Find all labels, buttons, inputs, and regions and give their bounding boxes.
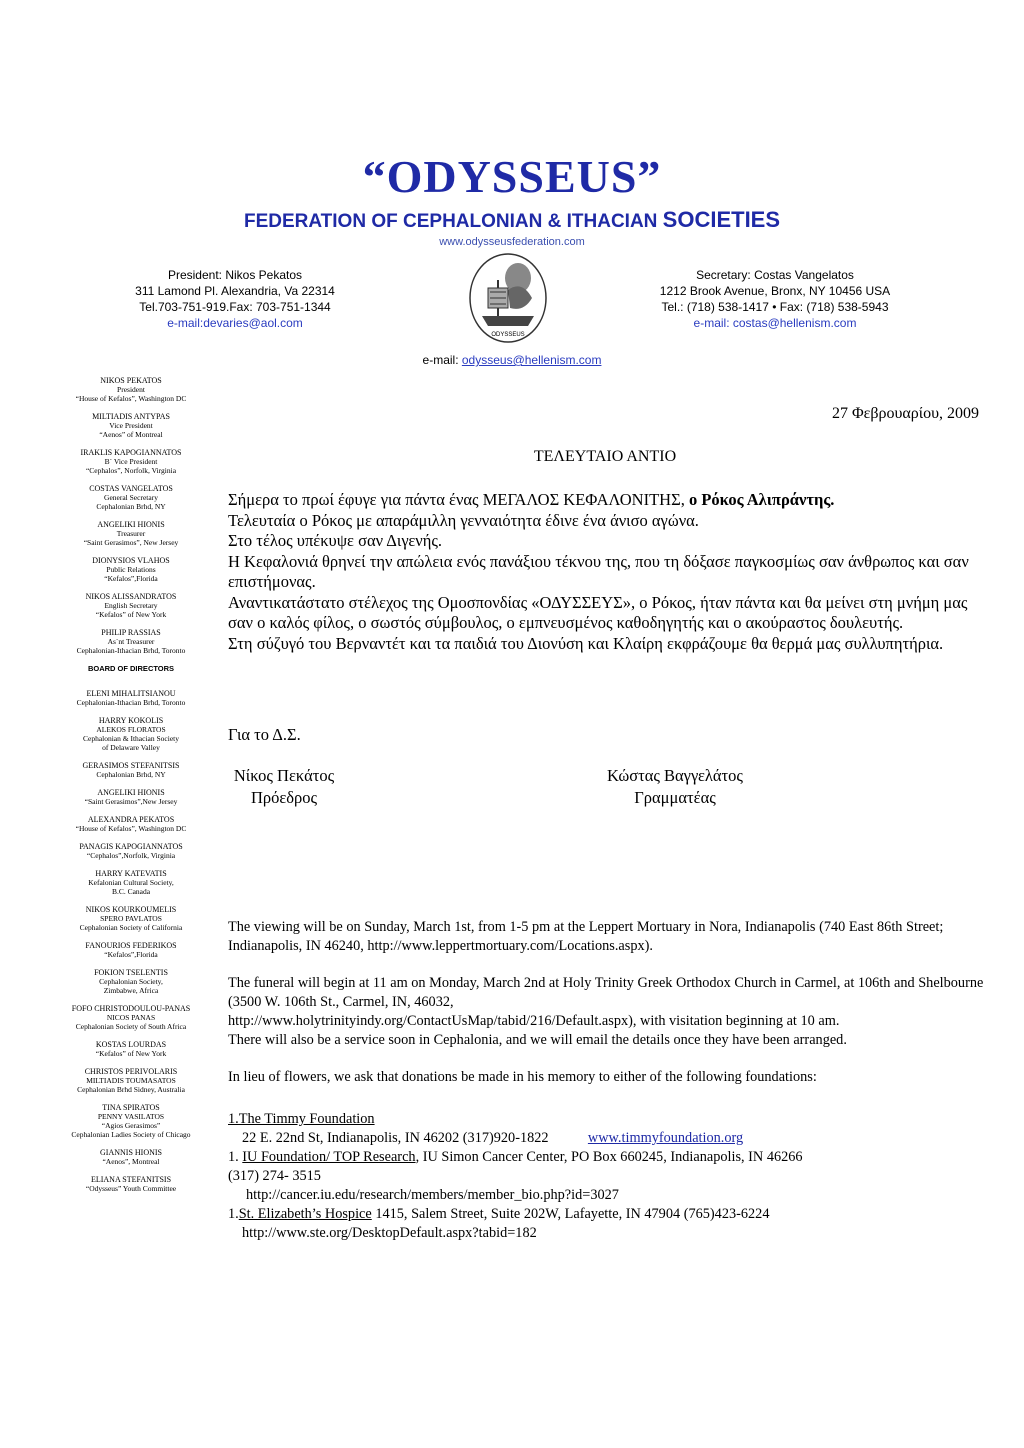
member-detail: “Cephalos”, Norfolk, Virginia bbox=[85, 466, 177, 475]
president-phone: Tel.703-751-919.Fax: 703-751-1344 bbox=[139, 300, 331, 314]
member-name: ALEXANDRA PEKATOS bbox=[87, 815, 175, 824]
member-name: NIKOS PEKATOS bbox=[100, 376, 162, 385]
federation-email bbox=[0, 353, 1024, 367]
paragraph-1 bbox=[228, 490, 988, 511]
sidebar-member bbox=[50, 412, 212, 439]
f3-link[interactable]: http://www.ste.org/DesktopDefault.aspx?tabid=182 bbox=[242, 1225, 537, 1241]
member-detail: Cephalonian & Ithacian Society bbox=[82, 734, 179, 743]
president-contact bbox=[105, 267, 365, 331]
sidebar-member bbox=[50, 592, 212, 619]
funeral-info: The funeral will begin at 11 am on Monday, March 2nd at Holy Trinity Greek Orthodox Church in Carmel, at 106th and Shelbourne (3500 W. 106th St., Carmel, IN, 46032, bbox=[228, 975, 984, 1010]
sig-right-title: Γραμματέας bbox=[634, 788, 716, 807]
president-address: 311 Lamond Pl. Alexandria, Va 22314 bbox=[135, 284, 335, 298]
f3-name[interactable]: St. Elizabeth’s Hospice bbox=[238, 1206, 372, 1222]
member-detail: As`nt Treasurer bbox=[107, 637, 155, 646]
letter-greeting: Για το Δ.Σ. bbox=[228, 725, 301, 744]
sig-left-name: Νίκος Πεκάτος bbox=[233, 766, 335, 785]
f1-name[interactable]: 1.The Timmy Foundation bbox=[228, 1111, 375, 1127]
member-name: FOKION TSELENTIS bbox=[94, 968, 168, 977]
member-detail: Cephalonian Society, bbox=[99, 977, 163, 986]
funeral-link: http://www.holytrinityindy.org/ContactUsMap/tabid/216/Default.aspx), with visitation beginning at 10 am. bbox=[228, 1013, 840, 1029]
letter-heading: ΤΕΛΕΥΤΑΙΟ ΑΝΤΙΟ bbox=[533, 448, 677, 465]
member-detail: “Cephalos”,Norfolk, Virginia bbox=[86, 851, 176, 860]
member-name: DIONYSIOS VLAHOS bbox=[92, 556, 170, 565]
odysseus-logo-icon bbox=[452, 250, 564, 346]
member-name: IRAKLIS KAPOGIANNATOS bbox=[80, 448, 182, 457]
member-name: GIANNIS HIONIS bbox=[100, 1148, 162, 1157]
federation-title: “ODYSSEUS” bbox=[362, 151, 662, 202]
member-detail: “Kefalos” of New York bbox=[95, 1049, 167, 1058]
member-detail: “Odysseus” Youth Committee bbox=[85, 1184, 177, 1193]
sidebar-member bbox=[50, 815, 212, 833]
sidebar-member bbox=[50, 761, 212, 779]
member-detail: NICOS PANAS bbox=[106, 1013, 156, 1022]
letter-date: 27 Φεβρουαρίου, 2009 bbox=[831, 405, 979, 422]
member-detail: “Agios Gerasimos” bbox=[101, 1121, 161, 1130]
paragraph-3: Στο τέλος υπέκυψε σαν Διγενής. bbox=[228, 531, 443, 550]
member-detail: MILTIADIS TOUMASATOS bbox=[86, 1076, 176, 1085]
sidebar-member bbox=[50, 689, 212, 707]
member-detail: SPERO PAVLATOS bbox=[100, 914, 162, 923]
member-detail: “Kefalos”,Florida bbox=[104, 950, 158, 959]
f1-addr: 22 E. 22nd St, Indianapolis, IN 46202 (317)920-1822 bbox=[242, 1130, 549, 1146]
member-detail: “Aenos” of Montreal bbox=[99, 430, 163, 439]
funeral-end: There will also be a service soon in Cephalonia, and we will email the details once they have been arranged. bbox=[228, 1032, 847, 1048]
member-name: HARRY KOKOLIS bbox=[98, 716, 164, 725]
federation-subtitle bbox=[0, 207, 1024, 233]
member-detail: Cephalonian Society of California bbox=[79, 923, 183, 932]
member-detail: English Secretary bbox=[104, 601, 158, 610]
email-link[interactable]: odysseus@hellenism.com bbox=[461, 353, 602, 367]
sidebar-member bbox=[50, 1103, 212, 1139]
member-detail: B` Vice President bbox=[104, 457, 158, 466]
sidebar-member bbox=[50, 968, 212, 995]
sidebar-member bbox=[50, 1148, 212, 1166]
member-name: PANAGIS KAPOGIANNATOS bbox=[79, 842, 183, 851]
member-name: ANGELIKI HIONIS bbox=[97, 788, 165, 797]
donations-info: In lieu of flowers, we ask that donations be made in his memory to either of the following foundations: bbox=[228, 1069, 817, 1085]
member-detail: Cephalonian Brhd, NY bbox=[96, 502, 166, 511]
paragraph-2: Τελευταία ο Ρόκος με απαράμιλλη γενναιότητα έδινε ένα άνισο αγώνα. bbox=[228, 510, 699, 530]
member-detail: “Kefalos” of New York bbox=[95, 610, 167, 619]
f2-addr: , IU Simon Cancer Center, PO Box 660245, Indianapolis, IN 46266 bbox=[415, 1149, 803, 1165]
member-detail: “Saint Gerasimos”,New Jersey bbox=[84, 797, 178, 806]
sidebar-member bbox=[50, 1175, 212, 1193]
secretary-phone: Tel.: (718) 538-1417 • Fax: (718) 538-5943 bbox=[661, 300, 889, 314]
f2-phone: (317) 274- 3515 bbox=[228, 1168, 321, 1184]
member-detail: Treasurer bbox=[116, 529, 146, 538]
sidebar-member bbox=[50, 1004, 212, 1031]
member-detail: Cephalonian Society of South Africa bbox=[75, 1022, 187, 1031]
sidebar-member bbox=[50, 905, 212, 932]
sidebar-members bbox=[50, 376, 212, 1202]
member-detail: B.C. Canada bbox=[111, 887, 151, 896]
p1-bold: ο Ρόκος Αλιπράντης. bbox=[688, 490, 835, 509]
sidebar-member bbox=[50, 869, 212, 896]
foundation-2 bbox=[228, 1148, 998, 1205]
sidebar-member bbox=[50, 1067, 212, 1094]
member-detail: Cephalonian Brhd, NY bbox=[96, 770, 166, 779]
member-name: NIKOS ALISSANDRATOS bbox=[85, 592, 177, 601]
signature-president bbox=[228, 765, 340, 809]
sidebar-member bbox=[50, 716, 212, 752]
member-detail: Public Relations bbox=[106, 565, 156, 574]
sidebar-member bbox=[50, 941, 212, 959]
f2-name[interactable]: IU Foundation/ TOP Research bbox=[242, 1149, 416, 1165]
member-detail: Cephalonian-Ithacian Brhd, Toronto bbox=[76, 646, 186, 655]
signature-secretary bbox=[600, 765, 750, 809]
subtitle-end: SOCIETIES bbox=[662, 207, 781, 232]
p1-text: Σήμερα το πρωί έφυγε για πάντα ένας ΜΕΓΑΛΟΣ ΚΕΦΑΛΟΝΙΤΗΣ, bbox=[228, 490, 689, 509]
member-detail: of Delaware Valley bbox=[102, 743, 160, 752]
president-name: President: Nikos Pekatos bbox=[167, 268, 303, 282]
sidebar-member bbox=[50, 520, 212, 547]
logo-caption: ODYSSEUS bbox=[491, 332, 525, 338]
member-detail: Cephalonian Brhd Sidney, Australia bbox=[77, 1085, 185, 1094]
member-detail: PENNY VASILATOS bbox=[97, 1112, 165, 1121]
f3-prefix: 1. bbox=[228, 1206, 239, 1222]
sidebar-member bbox=[50, 376, 212, 403]
subtitle-main: FEDERATION OF CEPHALONIAN & ITHACIAN bbox=[243, 211, 658, 232]
f2-link[interactable]: http://cancer.iu.edu/research/members/member_bio.php?id=3027 bbox=[246, 1187, 619, 1203]
secretary-contact bbox=[640, 267, 910, 331]
member-detail: President bbox=[117, 385, 145, 394]
sidebar-member bbox=[50, 1040, 212, 1058]
member-name: PHILIP RASSIAS bbox=[101, 628, 161, 637]
member-name: FOFO CHRISTODOULOU-PANAS bbox=[71, 1004, 191, 1013]
viewing-info: The viewing will be on Sunday, March 1st, from 1-5 pm at the Leppert Mortuary in Nora, Indianapolis (740 East 86th Street; Indianapolis, IN 46240, http://www.leppertmortuary.com/Locations.aspx). bbox=[228, 919, 944, 954]
email-label: e-mail: bbox=[422, 353, 462, 367]
member-name: CHRISTOS PERIVOLARIS bbox=[84, 1067, 178, 1076]
sidebar-member bbox=[50, 556, 212, 583]
president-email[interactable]: e-mail:devaries@aol.com bbox=[167, 316, 303, 330]
secretary-email[interactable]: e-mail: costas@hellenism.com bbox=[693, 316, 857, 330]
sig-right-name: Κώστας Βαγγελάτος bbox=[607, 766, 743, 785]
member-detail: Cephalonian Ladies Society of Chicago bbox=[71, 1130, 191, 1139]
member-name: FANOURIOS FEDERIKOS bbox=[85, 941, 177, 950]
member-name: KOSTAS LOURDAS bbox=[95, 1040, 167, 1049]
f1-line bbox=[228, 1129, 998, 1148]
member-detail: Cephalonian-Ithacian Brhd, Toronto bbox=[76, 698, 186, 707]
member-name: COSTAS VANGELATOS bbox=[89, 484, 173, 493]
member-name: ELENI MIHALITSIANOU bbox=[86, 689, 176, 698]
member-name: ANGELIKI HIONIS bbox=[97, 520, 165, 529]
member-name: MILTIADIS ANTYPAS bbox=[92, 412, 170, 421]
foundation-3 bbox=[228, 1205, 998, 1243]
member-detail: General Secretary bbox=[104, 493, 158, 502]
sig-left-title: Πρόεδρος bbox=[250, 788, 318, 807]
f2-line bbox=[228, 1148, 998, 1167]
sidebar-member bbox=[50, 484, 212, 511]
member-detail: “House of Kefalos”, Washington DC bbox=[75, 824, 187, 833]
paragraph-6: Στη σύζυγό του Βερναντέτ και τα παιδιά του Διονύση και Κλαίρη εκφράζουμε θα θερμά μας συλλυπητήρια. bbox=[228, 633, 944, 653]
member-name: HARRY KATEVATIS bbox=[95, 869, 167, 878]
member-detail: “Kefalos”,Florida bbox=[104, 574, 158, 583]
letter-body bbox=[228, 490, 988, 654]
sidebar-member bbox=[50, 628, 212, 655]
f1-link[interactable]: www.timmyfoundation.org bbox=[587, 1130, 744, 1146]
secretary-name: Secretary: Costas Vangelatos bbox=[696, 268, 854, 282]
member-name: TINA SPIRATOS bbox=[102, 1103, 160, 1112]
secretary-address: 1212 Brook Avenue, Bronx, NY 10456 USA bbox=[659, 284, 891, 298]
member-detail: Vice President bbox=[109, 421, 153, 430]
member-name: NIKOS KOURKOUMELIS bbox=[85, 905, 177, 914]
member-detail: Zimbabwe, Africa bbox=[103, 986, 159, 995]
member-detail: “Aenos”, Montreal bbox=[102, 1157, 160, 1166]
sidebar-member bbox=[50, 788, 212, 806]
sidebar-member bbox=[50, 842, 212, 860]
f2-prefix: 1. bbox=[228, 1149, 243, 1165]
member-detail: “Saint Gerasimos”, New Jersey bbox=[83, 538, 179, 547]
paragraph-4: Η Κεφαλονιά θρηνεί την απώλεια ενός πανάξιου τέκνου της, που τη δόξασε παγκοσμίως σαν άνθρωπος και σαν επιστήμονας. bbox=[228, 551, 969, 591]
english-info bbox=[228, 918, 998, 1105]
member-detail: Kefalonian Cultural Society, bbox=[88, 878, 174, 887]
member-name: GERASIMOS STEFANITSIS bbox=[82, 761, 180, 770]
f3-addr: 1415, Salem Street, Suite 202W, Lafayette, IN 47904 (765)423-6224 bbox=[371, 1206, 770, 1222]
member-detail: ALEKOS FLORATOS bbox=[96, 725, 166, 734]
member-name: ELIANA STEFANITSIS bbox=[90, 1175, 172, 1184]
f3-line bbox=[228, 1205, 998, 1224]
paragraph-5: Αναντικατάστατο στέλεχος της Ομοσπονδίας «ΟΔΥΣΣΕΥΣ», ο Ρόκος, ήταν πάντα και θα μείνει στη μνήμη μας σαν ο καλός φίλος, ο σωστός σύμβουλος, ο εμπνευσμένος καθοδηγητής και ο ακούραστος δουλευτής. bbox=[228, 592, 968, 632]
foundation-1 bbox=[228, 1110, 998, 1148]
board-header: BOARD OF DIRECTORS bbox=[87, 664, 175, 673]
member-detail: “House of Kefalos”, Washington DC bbox=[75, 394, 187, 403]
website-link[interactable]: www.odysseusfederation.com bbox=[439, 236, 585, 248]
